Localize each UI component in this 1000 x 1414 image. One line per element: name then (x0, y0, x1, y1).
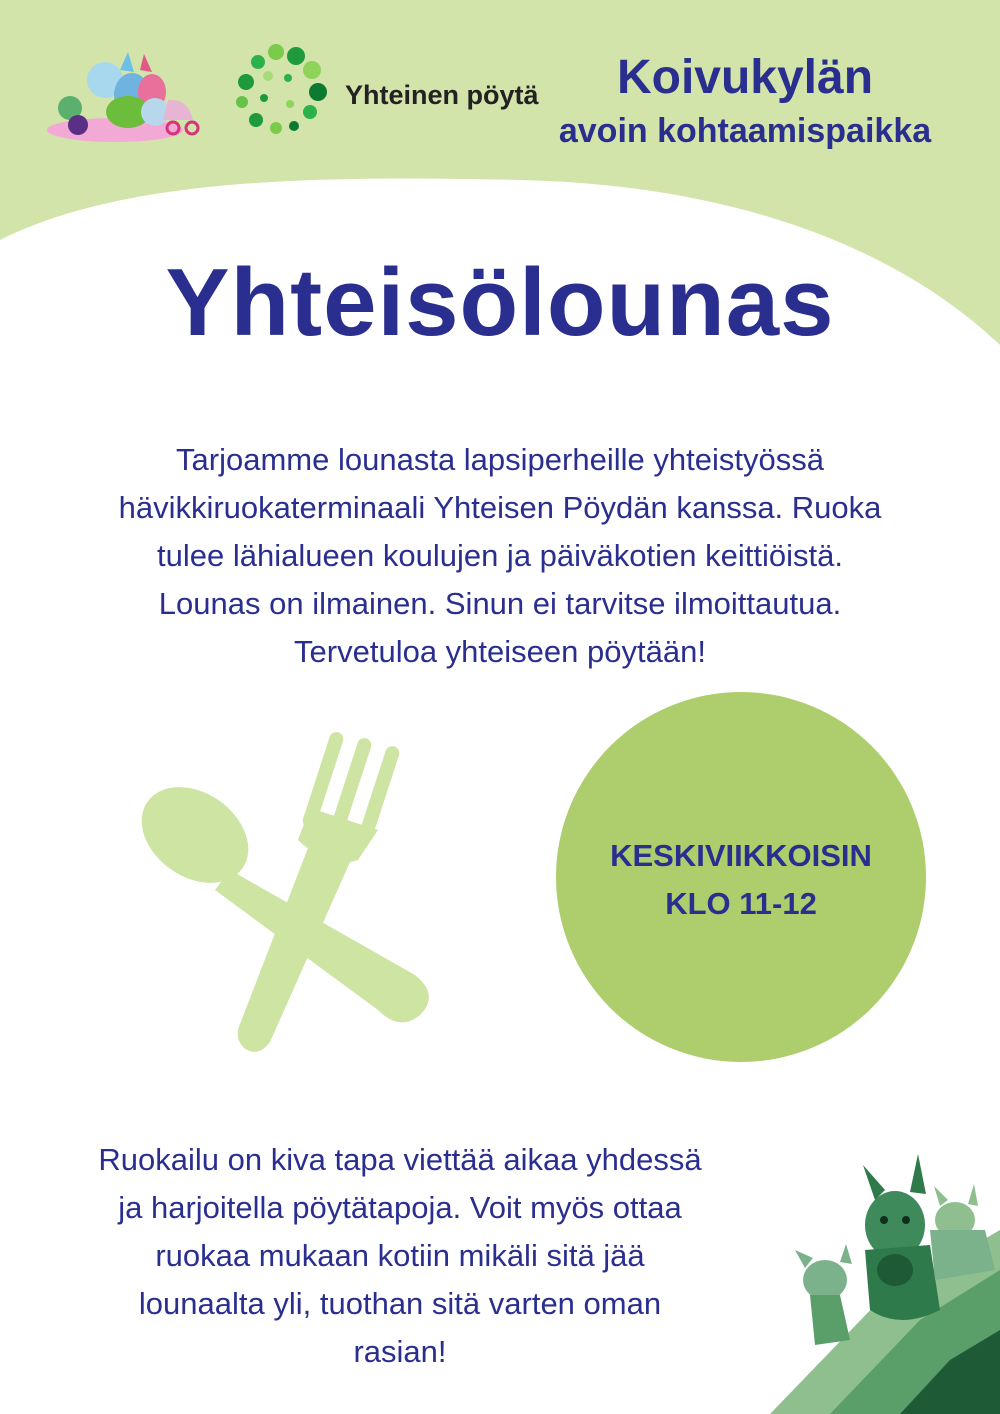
intro-line: Lounas on ilmainen. Sinun ei tarvitse ilmoittautua. (158, 586, 842, 621)
outro-paragraph (70, 1136, 730, 1376)
cutlery-icon (130, 720, 450, 1060)
outro-line: lounaalta yli, tuothan sitä varten oman (138, 1286, 662, 1321)
header-title-line2: avoin kohtaamispaikka (558, 112, 932, 150)
intro-line: tulee lähialueen koulujen ja päiväkotien keittiöistä. (157, 538, 843, 573)
outro-line: ja harjoitella pöytätapoja. Voit myös ottaa (118, 1190, 682, 1225)
yhteinen-poyta-logo-icon (228, 40, 548, 140)
page-title: Yhteisölounas (165, 249, 835, 356)
squirrels-illustration-icon (770, 1130, 1000, 1414)
outro-line: ruokaa mukaan kotiin mikäli sitä jää (155, 1238, 645, 1273)
header-title-line1: Koivukylän (616, 51, 874, 104)
header-title (540, 48, 950, 154)
intro-line: Tervetuloa yhteiseen pöytään! (294, 634, 706, 669)
schedule-time: KLO 11-12 (665, 886, 817, 921)
intro-paragraph (60, 436, 940, 676)
outro-line: rasian! (353, 1334, 447, 1369)
schedule-text (556, 832, 926, 928)
intro-line: hävikkiruokaterminaali Yhteisen Pöydän kanssa. Ruoka (118, 490, 882, 525)
schedule-day: KESKIVIIKKOISIN (610, 838, 872, 873)
partner-logo-text: Yhteinen pöytä (345, 80, 539, 110)
outro-line: Ruokailu on kiva tapa viettää aikaa yhdessä (98, 1142, 702, 1177)
schedule-circle (556, 692, 926, 1062)
intro-line: Tarjoamme lounasta lapsiperheille yhteistyössä (176, 442, 824, 477)
animal-family-logo-icon (40, 50, 210, 145)
